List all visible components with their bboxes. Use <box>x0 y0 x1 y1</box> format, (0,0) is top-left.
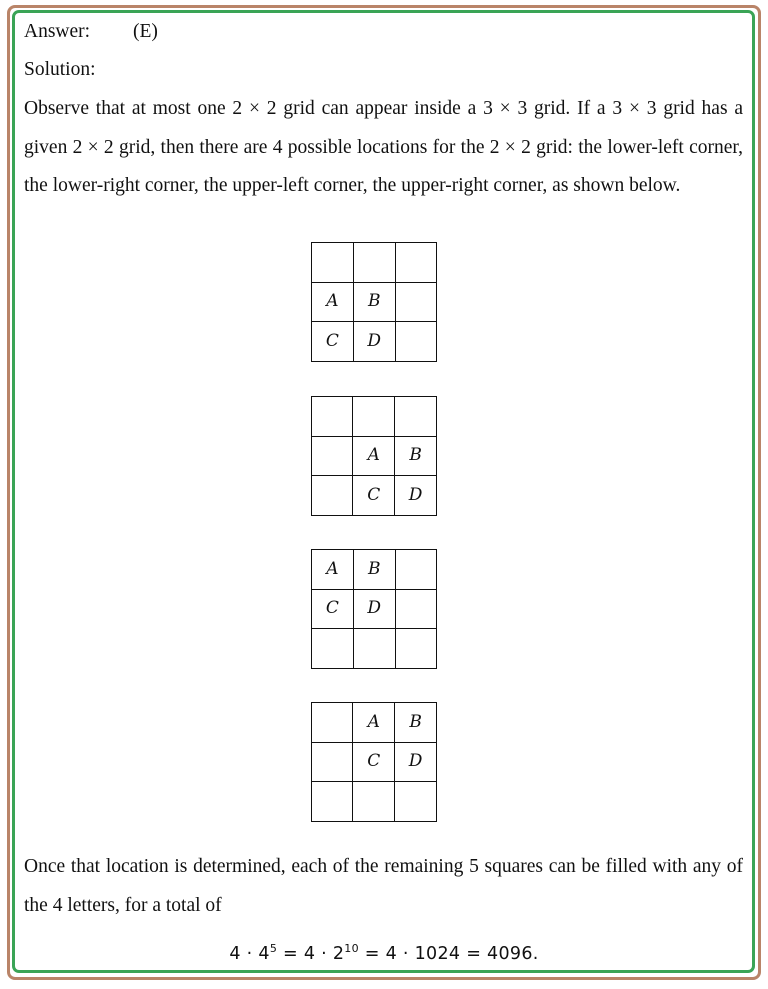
grid-cell <box>312 397 353 437</box>
grid-row <box>312 629 437 669</box>
grid-cell: A <box>312 550 354 590</box>
grid-cell <box>312 629 354 669</box>
grid-cell <box>312 243 354 283</box>
grid-cell <box>312 782 353 822</box>
grid-cell <box>312 742 353 782</box>
grid-cell: B <box>353 550 395 590</box>
grid-cell: C <box>312 322 354 362</box>
grid-cell <box>395 397 437 437</box>
grid-row <box>312 282 437 322</box>
grid-cell: D <box>395 742 437 782</box>
grid-row <box>312 742 437 782</box>
grid-cell <box>395 550 436 590</box>
grid-row <box>312 703 437 743</box>
grid-row <box>312 397 437 437</box>
grid-upper-right <box>311 702 437 822</box>
grid-cell: D <box>353 322 395 362</box>
grid-cell <box>395 589 436 629</box>
grid-cell: B <box>395 436 437 476</box>
grid-cell <box>395 282 436 322</box>
grid-lower-left <box>311 242 437 362</box>
grid-cell: A <box>353 703 395 743</box>
grid-row <box>312 436 437 476</box>
answer-value: (E) <box>133 21 158 42</box>
equation-term: = 4 · 2 <box>277 944 345 964</box>
equation-term: 4 · 4 <box>229 944 270 964</box>
grid-cell <box>312 476 353 516</box>
grid-cell: A <box>353 436 395 476</box>
grid-row <box>312 782 437 822</box>
grid-cell: B <box>353 282 395 322</box>
grid-cell <box>353 782 395 822</box>
grid-cell <box>395 322 436 362</box>
grid-cell <box>353 629 395 669</box>
grid-cell: B <box>395 703 437 743</box>
grid-cell <box>395 629 436 669</box>
grid-lower-right <box>311 396 437 516</box>
grid-cell <box>312 436 353 476</box>
equation-exponent: 10 <box>344 942 359 955</box>
grid-row <box>312 322 437 362</box>
grid-cell: C <box>353 476 395 516</box>
solution-label: Solution: <box>24 59 96 80</box>
grid-cell: C <box>353 742 395 782</box>
equation-result: = 4 · 1024 = 4096. <box>358 944 539 964</box>
equation-exponent: 5 <box>269 942 278 955</box>
grid-cell <box>353 243 395 283</box>
grid-row <box>312 476 437 516</box>
grid-cell <box>395 782 437 822</box>
grid-cell: D <box>353 589 395 629</box>
grid-row <box>312 589 437 629</box>
grid-row <box>312 550 437 590</box>
grid-row <box>312 243 437 283</box>
solution-paragraph-conclusion: Once that location is determined, each of the remaining 5 squares can be filled with any of the 4 letters, for a total of <box>24 856 743 916</box>
grid-cell <box>353 397 395 437</box>
grid-cell <box>395 243 436 283</box>
grid-cell: C <box>312 589 354 629</box>
grid-cell: D <box>395 476 437 516</box>
grid-cell <box>312 703 353 743</box>
grid-cell: A <box>312 282 354 322</box>
final-equation <box>0 942 768 966</box>
answer-label: Answer: <box>24 21 91 42</box>
solution-paragraph-intro: Observe that at most one 2 × 2 grid can appear inside a 3 × 3 grid. If a 3 × 3 grid has a given 2 × 2 grid, then there are 4 possible locations for the 2 × 2 grid: the lower-left corner, the lower-right corner, the upper-left corner, the upper-right corner, as shown below. <box>24 98 743 196</box>
grid-upper-left <box>311 549 437 669</box>
